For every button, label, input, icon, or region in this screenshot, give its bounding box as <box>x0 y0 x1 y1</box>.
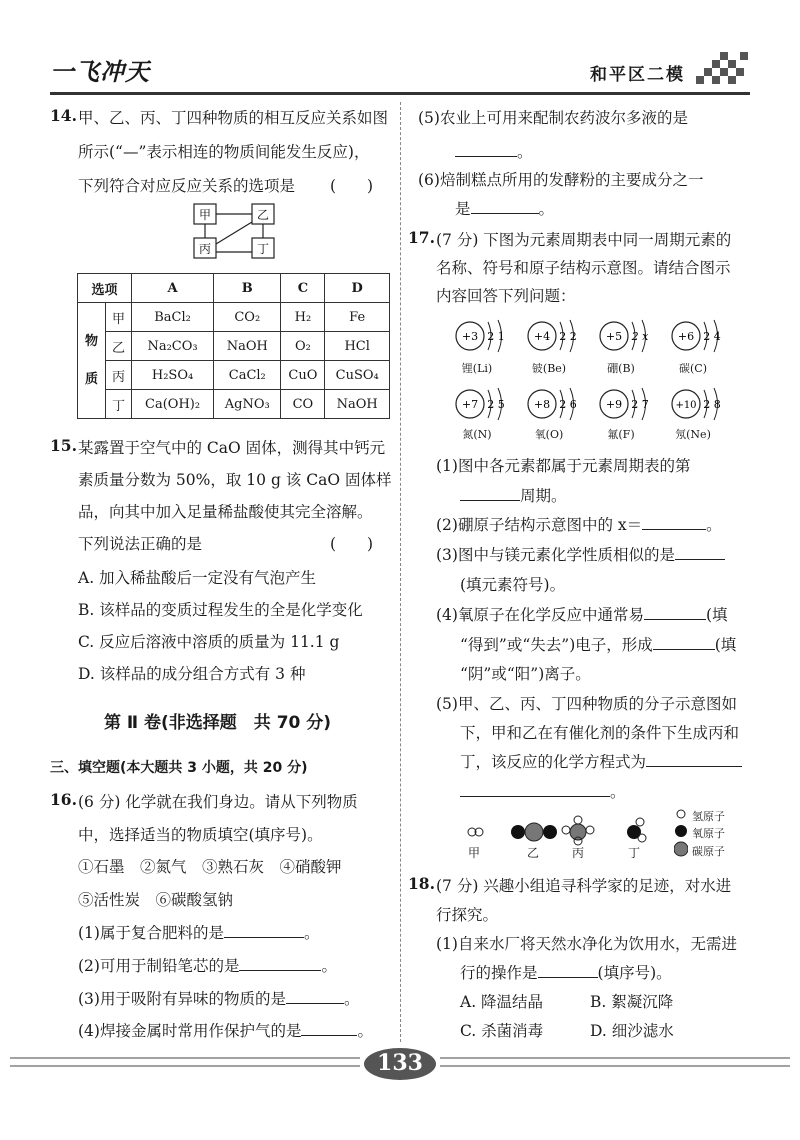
row-label: 丙 <box>106 361 132 390</box>
q16-items: ①石墨 ②氮气 ③熟石灰 ④硝酸钾 <box>78 858 342 876</box>
table-cell: H₂SO₄ <box>132 361 214 390</box>
q17-line: 内容回答下列问题： <box>436 287 576 305</box>
atom-shells: 2 1 <box>487 330 505 343</box>
table-cell: BaCl₂ <box>132 303 214 332</box>
q15-line: 下列说法正确的是 <box>78 535 203 553</box>
atom-nucleus: +5 <box>605 330 623 343</box>
q18-sub1-text: 行的操作是 <box>460 964 538 982</box>
diagram-label-a: 甲 <box>198 208 212 222</box>
table-row <box>78 361 390 390</box>
table-row <box>78 332 390 361</box>
atom-nucleus: +9 <box>605 398 623 411</box>
atom-diagram <box>524 316 584 362</box>
atom-diagram <box>452 384 512 430</box>
q17-sub5-line: (5)甲、乙、丙、丁四种物质的分子示意图如 <box>436 695 737 713</box>
header-title: 和平区二模 <box>590 65 685 85</box>
diagram-label-b: 乙 <box>256 208 270 222</box>
checker-decoration <box>696 52 748 88</box>
legend-oxygen: 氧原子 <box>692 827 725 840</box>
legend-markers <box>674 806 688 858</box>
atom-nucleus: +8 <box>533 398 551 411</box>
molecule-diagram <box>460 808 680 854</box>
q17-sub4-text: (填 <box>705 606 728 624</box>
atom-shells: 2 x <box>631 330 649 343</box>
q15-number: 15. <box>50 436 77 455</box>
answer-blank[interactable] <box>286 990 344 1004</box>
atom-nucleus: +3 <box>461 330 479 343</box>
atom-name: 氖(Ne) <box>675 428 711 441</box>
q16-line: 中，选择适当的物质填空(填序号)。 <box>78 826 323 844</box>
q17-sub3 <box>436 543 725 565</box>
q16-sub5-blank-line <box>455 140 533 162</box>
q17-sub2-text: (2)硼原子结构示意图中的 x＝ <box>436 516 643 534</box>
table-row <box>78 303 390 332</box>
period: 。 <box>706 516 722 534</box>
q16-sub-text: (2)可用于制铅笔芯的是 <box>78 957 240 975</box>
atom-shells: 2 7 <box>631 398 649 411</box>
q18-option: B. 絮凝沉降 <box>590 993 674 1011</box>
table-header-cell: A <box>132 274 214 303</box>
table-cell: CuSO₄ <box>325 361 390 390</box>
q16-line: (6 分) 化学就在我们身边。请从下列物质 <box>78 793 358 811</box>
brand-logo: 一飞冲天 <box>50 58 150 86</box>
q14-options-table <box>77 273 390 419</box>
molecule-label: 甲 <box>468 846 481 860</box>
table-header-cell: B <box>214 274 281 303</box>
answer-blank[interactable] <box>301 1022 357 1036</box>
q16-sub6: (6)焙制糕点所用的发酵粉的主要成分之一 <box>418 171 704 189</box>
q16-sub-text: (4)焊接金属时常用作保护气的是 <box>78 1022 302 1040</box>
answer-blank[interactable] <box>644 606 706 620</box>
atom-name: 碳(C) <box>679 362 707 375</box>
q17-sub5-line4 <box>460 780 626 802</box>
atom-nucleus: +7 <box>461 398 479 411</box>
answer-blank[interactable] <box>239 957 321 971</box>
q15-option: C. 反应后溶液中溶质的质量为 11.1 g <box>78 633 340 651</box>
side-label-char: 质 <box>84 371 98 387</box>
table-cell: Fe <box>325 303 390 332</box>
q17-sub2 <box>436 513 722 535</box>
table-header-cell: 选项 <box>78 274 132 303</box>
q17-sub3-text: (3)图中与镁元素化学性质相似的是 <box>436 546 675 564</box>
q18-number: 18. <box>408 874 435 893</box>
atom-name: 氮(N) <box>462 428 492 441</box>
table-cell: Na₂CO₃ <box>132 332 214 361</box>
row-label: 乙 <box>106 332 132 361</box>
q16-sub-text: (1)属于复合肥料的是 <box>78 924 224 942</box>
q14-line: 甲、乙、丙、丁四种物质的相互反应关系如图 <box>78 109 389 127</box>
q18-sub1-line: (1)自来水厂将天然水净化为饮用水，无需进 <box>436 935 737 953</box>
q17-sub4-line2 <box>460 633 736 655</box>
q17-line: (7 分) 下图为元素周期表中同一周期元素的 <box>436 231 732 249</box>
diagram-label-c: 丙 <box>198 242 212 256</box>
q17-sub3-tail: (填元素符号)。 <box>460 576 566 594</box>
atom-nucleus: +6 <box>677 330 695 343</box>
atom-name: 铍(Be) <box>531 362 567 375</box>
q17-sub1-line <box>460 484 567 506</box>
atom-name: 锂(Li) <box>461 362 493 375</box>
atom-diagram <box>596 316 656 362</box>
table-side-label <box>78 303 106 419</box>
q15-option: D. 该样品的成分组合方式有 3 种 <box>78 665 306 683</box>
q16-items: ⑤活性炭 ⑥碳酸氢钠 <box>78 891 234 909</box>
q16-sub: (1)属于复合肥料的是 。 <box>78 924 320 942</box>
page-number: 133 <box>377 1050 423 1076</box>
q17-sub1-tail: 周期。 <box>520 487 567 505</box>
legend-hydrogen: 氢原子 <box>692 810 725 823</box>
q18-line: 行探究。 <box>436 906 499 924</box>
q17-sub4-text: (填 <box>714 636 737 654</box>
table-cell: O₂ <box>281 332 325 361</box>
q16-sub6-text: 是 <box>455 200 471 218</box>
atom-name: 氧(O) <box>534 428 564 441</box>
atom-nucleus: +4 <box>533 330 551 343</box>
q18-sub1-line2 <box>460 961 672 983</box>
q17-sub1: (1)图中各元素都属于元素周期表的第 <box>436 457 691 475</box>
table-cell: H₂ <box>281 303 325 332</box>
table-header-cell: C <box>281 274 325 303</box>
diagram-label-d: 丁 <box>256 242 270 256</box>
q14-line: 下列符合对应反应关系的选项是 <box>78 177 296 195</box>
table-row <box>78 390 390 419</box>
q18-sub1-tail: (填序号)。 <box>597 964 672 982</box>
table-cell: NaOH <box>325 390 390 419</box>
q14-line: 所示(“—”表示相连的物质间能发生反应)， <box>78 143 370 161</box>
q16-sub5: (5)农业上可用来配制农药波尔多液的是 <box>418 109 688 127</box>
q14-number: 14. <box>50 106 77 125</box>
q18-option: C. 杀菌消毒 <box>460 1022 544 1040</box>
row-label: 丁 <box>106 390 132 419</box>
section2-title: 第 Ⅱ 卷(非选择题 共 70 分) <box>104 713 332 733</box>
part3-title: 三、填空题(本大题共 3 小题，共 20 分) <box>50 760 308 776</box>
q16-sub: (4)焊接金属时常用作保护气的是 。 <box>78 1022 373 1040</box>
atom-name: 硼(B) <box>607 362 635 375</box>
atom-shells: 2 6 <box>559 398 577 411</box>
atom-diagram <box>668 316 728 362</box>
header-rule <box>50 92 750 95</box>
table-cell: HCl <box>325 332 390 361</box>
q17-sub4 <box>436 603 728 625</box>
q17-line: 名称、符号和原子结构示意图。请结合图示 <box>436 259 731 277</box>
atom-name: 氟(F) <box>607 428 635 441</box>
table-cell: CO₂ <box>214 303 281 332</box>
q17-sub5-text: 丁，该反应的化学方程式为 <box>460 753 647 771</box>
row-label: 甲 <box>106 303 132 332</box>
atom-shells: 2 2 <box>559 330 577 343</box>
atom-nucleus: +10 <box>675 400 697 411</box>
table-cell: CuO <box>281 361 325 390</box>
q16-number: 16. <box>50 790 77 809</box>
period: 。 <box>517 143 533 161</box>
q16-sub-text: (3)用于吸附有异味的物质的是 <box>78 990 286 1008</box>
period: 。 <box>538 200 555 218</box>
table-cell: CO <box>281 390 325 419</box>
atom-shells: 2 5 <box>487 398 505 411</box>
molecule-label: 丁 <box>628 846 641 860</box>
answer-blank[interactable] <box>646 753 742 767</box>
column-divider <box>400 102 401 1042</box>
period: 。 <box>610 783 626 801</box>
atom-diagram <box>668 384 728 430</box>
q15-line: 品，向其中加入足量稀盐酸使其完全溶解。 <box>78 503 373 521</box>
q18-line: (7 分) 兴趣小组追寻科学家的足迹，对水进 <box>436 877 732 895</box>
q17-sub4-text: (4)氧原子在化学反应中通常易 <box>436 606 644 624</box>
atom-shells: 2 4 <box>703 330 721 343</box>
q16-sub: (3)用于吸附有异味的物质的是 。 <box>78 990 360 1008</box>
q17-sub5-line <box>460 750 742 772</box>
q14-relation-diagram <box>190 200 280 262</box>
q16-sub6-line <box>455 197 554 219</box>
table-header-cell: D <box>325 274 390 303</box>
q17-sub5-line: 下，甲和乙在有催化剂的条件下生成丙和 <box>460 724 740 742</box>
table-cell: AgNO₃ <box>214 390 281 419</box>
q15-option: B. 该样品的变质过程发生的全是化学变化 <box>78 601 363 619</box>
atom-diagram <box>596 384 656 430</box>
atom-diagram <box>452 316 512 362</box>
q17-number: 17. <box>408 228 435 247</box>
atom-diagram <box>524 384 584 430</box>
answer-blank[interactable] <box>224 924 304 938</box>
q15-answer-paren: ( ) <box>330 535 374 553</box>
q18-option: A. 降温结晶 <box>460 993 544 1011</box>
q15-option: A. 加入稀盐酸后一定没有气泡产生 <box>78 569 317 587</box>
q17-sub4-line3: “阴”或“阳”)离子。 <box>460 665 591 683</box>
answer-blank[interactable] <box>471 200 539 214</box>
answer-blank[interactable] <box>455 143 517 157</box>
q17-sub4-text: “得到”或“失去”)电子，形成 <box>460 636 653 654</box>
atom-shells: 2 8 <box>703 398 721 411</box>
answer-blank[interactable] <box>642 516 706 530</box>
q18-option: D. 细沙滤水 <box>590 1022 674 1040</box>
q14-answer-paren: ( ) <box>330 177 374 195</box>
q15-line: 某露置于空气中的 CaO 固体，测得其中钙元 <box>78 439 386 457</box>
legend-carbon: 碳原子 <box>692 845 725 858</box>
answer-blank[interactable] <box>538 964 598 978</box>
table-cell: Ca(OH)₂ <box>132 390 214 419</box>
molecule-label: 乙 <box>527 846 540 860</box>
answer-blank[interactable] <box>675 546 725 560</box>
answer-blank[interactable] <box>460 487 520 501</box>
answer-blank[interactable] <box>460 783 610 797</box>
side-label-char: 物 <box>84 333 98 349</box>
table-cell: NaOH <box>214 332 281 361</box>
molecule-label: 丙 <box>572 846 585 860</box>
table-cell: CaCl₂ <box>214 361 281 390</box>
answer-blank[interactable] <box>653 636 715 650</box>
q15-line: 素质量分数为 50%，取 10 g 该 CaO 固体样 <box>78 471 392 489</box>
q16-sub: (2)可用于制铅笔芯的是 。 <box>78 957 337 975</box>
